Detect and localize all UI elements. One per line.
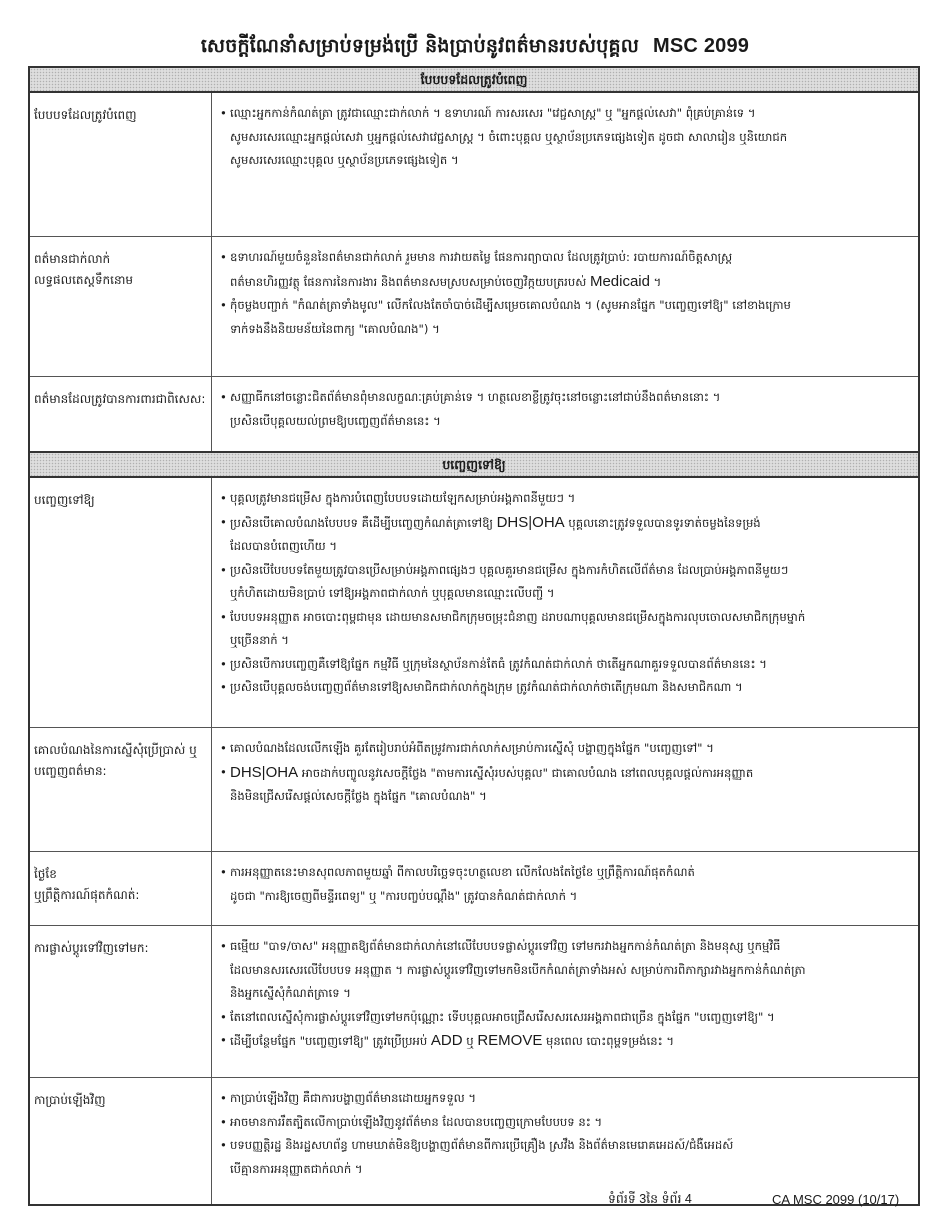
section-header-form: បែបបទដែលត្រូវបំពេញ bbox=[30, 68, 918, 93]
instructions-table bbox=[28, 66, 920, 1206]
footer-page-number: ទំព័រទី 3នៃ ទំព័រ 4 bbox=[608, 1192, 692, 1206]
bullet-line: • បុគ្គលត្រូវមានជម្រើស ក្នុងការបំពេញបែបបទដោយឡែកសម្រាប់អង្គភាពនីមួយៗ ។ bbox=[230, 491, 576, 505]
bullet-line: • ប្រសិនបើការបញ្ចេញគឺទៅឱ្យផ្នែក កម្មវិធី ឬក្រុមនៃស្ថាប័នកាន់តែធំ ត្រូវកំណត់ជាក់លាក់ ថាតើអ្នកណាគួរទទួលបានព័ត៌មាននេះ ។ bbox=[230, 656, 767, 671]
row-label: ពត៌មានដែលត្រូវបានការពារជាពិសេស: bbox=[30, 377, 212, 451]
bullet-line: • ការអនុញ្ញាតនេះមានសុពលភាពមួយឆ្នាំ ពីកាលបរិច្ឆេទចុះហត្ថលេខា លើកលែងតែថ្ងៃខែ ឬព្រឹត្តិការណ៍ផុតកំណត់ bbox=[230, 865, 695, 879]
table-row bbox=[30, 237, 918, 377]
bullet-item bbox=[220, 676, 908, 700]
row-content bbox=[212, 852, 918, 925]
bullet-line: • កុំចម្លងបញ្ជាក់ "កំណត់ត្រាទាំងមូល" លើកលែងតែចាំបាច់ដើម្បីសម្រេចគោលបំណង ។ (សូមអានផ្នែក "បញ្ចេញទៅឱ្យ" នៅខាងក្រោម bbox=[230, 298, 791, 312]
bullet-item bbox=[220, 761, 908, 809]
section-header-release-to: បញ្ចេញទៅឱ្យ bbox=[30, 451, 918, 478]
table-row bbox=[30, 926, 918, 1078]
bullet-line: • ឈ្មោះអ្នកកាន់កំណត់ត្រា ត្រូវជាឈ្មោះជាក់លាក់ ។ ឧទាហរណ៍ ការសរសេរ "វេជ្ជសាស្ត្រ" ឬ "អ្នកផ្ដល់សេវា" ពុំគ្រប់គ្រាន់ទេ ។ bbox=[230, 106, 756, 120]
form-code-title: MSC 2099 bbox=[653, 35, 750, 57]
bullet-item bbox=[220, 861, 908, 908]
footer-form-code: CA MSC 2099 (10/17) bbox=[772, 1192, 900, 1207]
bullet-line: និងអ្នកស្នើសុំកំណត់ត្រាទេ ។ bbox=[230, 986, 351, 1000]
row-label: ពត៌មានជាក់លាក់ លទ្ធផលតេស្តទឹកនោម bbox=[30, 237, 212, 376]
bullet-line: • បទបញ្ញត្តិរដ្ឋ និងរដ្ឋសហព័ន្ធ ហាមឃាត់មិនឱ្យបង្ហាញព័ត៌មានពីការប្រើគ្រឿង ស្រវឹង និងព័ត៌មានមេរោគអេដស៍/ជំងឺអេដស៍ bbox=[230, 1138, 734, 1152]
table-row bbox=[30, 728, 918, 852]
bullet-line: • កាប្រាប់ឡើងវិញ គឺជាការបង្ហាញព័ត៌មានដោយអ្នកទទួល ។ bbox=[230, 1091, 477, 1105]
bullet-item bbox=[220, 606, 908, 653]
bullet-line: ទាក់ទងនឹងនិយមន័យនៃពាក្យ "គោលបំណង") ។ bbox=[230, 321, 440, 336]
bullet-line: • DHS|OHA អាចដាក់បញ្ចូលនូវសេចក្ដីថ្លែង "តាមការស្នើសុំរបស់បុគ្គល" ជាគោលបំណង នៅពេលបុគ្គលផ្ដល់ការអនុញ្ញាត bbox=[230, 763, 754, 781]
bullet-line: សូមសរសេរឈ្មោះអ្នកផ្ដល់សេវា ឬអ្នកផ្ដល់សេវាវេជ្ជសាស្ត្រ ។ ចំពោះបុគ្គល ឬស្ថាប័នប្រភេទផ្សេងទៀត ដូចជា សាលារៀន ឬនិយោជក bbox=[230, 129, 788, 144]
bullet-line: បើគ្មានការអនុញ្ញាតជាក់លាក់ ។ bbox=[230, 1161, 363, 1176]
row-label: កាប្រាប់ឡើងវិញ bbox=[30, 1078, 212, 1204]
bullet-line: សូមសរសេរឈ្មោះបុគ្គល ឬស្ថាប័នប្រភេទផ្សេងទៀត ។ bbox=[230, 153, 459, 167]
row-content bbox=[212, 377, 918, 451]
bullet-item bbox=[220, 1029, 908, 1054]
bullet-line: • គោលបំណងដែលលើកឡើង គួរតែរៀបរាប់អំពីតម្រូវការជាក់លាក់សម្រាប់ការស្នើសុំ បង្ហាញក្នុងផ្នែក "បញ្ចេញទៅ" ។ bbox=[230, 741, 714, 755]
bullet-line: • ឧទាហរណ៍មួយចំនួននៃពត៌មានជាក់លាក់ រួមមាន ការវាយតម្លៃ ផែនការព្យាបាល ដែលត្រូវប្រាប់: របាយការណ៍ចិត្តសាស្ត្រ bbox=[230, 250, 733, 264]
bullet-line: ដែលមានសរសេរលើបែបបទ អនុញ្ញាត ។ ការផ្លាស់ប្ដូរទៅវិញទៅមកមិនបើកកំណត់ត្រាទាំងអស់ សម្រាប់ការពិភាក្សារវាងអ្នកកាន់កំណត់ត្រា bbox=[230, 962, 806, 977]
bullet-item bbox=[220, 246, 908, 294]
bullet-line: ឬកំហិតដោយមិនប្រាប់ ទៅឱ្យអង្គភាពជាក់លាក់ ឬបុគ្គលមានឈ្មោះលើបញ្ជី ។ bbox=[230, 586, 555, 600]
bullet-line: • អាចមានការរឹតត្បិតលើកាប្រាប់ឡើងវិញនូវព័ត៌មាន ដែលបានបញ្ចេញក្រោមបែបបទ នះ ។ bbox=[230, 1114, 603, 1129]
row-content bbox=[212, 926, 918, 1077]
bullet-item bbox=[220, 1134, 908, 1181]
bullet-line: • តែនៅពេលស្នើសុំការផ្លាស់ប្ដូរទៅវិញទៅមកប៉ុណ្ណោះ ទើបបុគ្គលអាចជ្រើសរើសសរសេរអង្គភាពជាច្រើន ក្នុងផ្នែក "បញ្ចេញទៅឱ្យ" ។ bbox=[230, 1009, 775, 1024]
row-content bbox=[212, 478, 918, 727]
bullet-item bbox=[220, 102, 908, 173]
bullet-item bbox=[220, 1006, 908, 1030]
bullet-item bbox=[220, 294, 908, 341]
section-form-rows bbox=[30, 93, 918, 451]
table-row bbox=[30, 377, 918, 451]
bullet-line: • ធម្មើយ "បាទ/ចាស" អនុញ្ញាតឱ្យព័ត៌មានជាក់លាក់នៅលើបែបបទផ្លាស់ប្ដូរទៅវិញ ទៅមករវាងអ្នកកាន់កំណត់ត្រា និងមនុស្ស ឬកម្មវិធី bbox=[230, 939, 781, 953]
bullet-line: ដែលបានបំពេញហើយ ។ bbox=[230, 539, 337, 553]
bullet-line: • ប្រសិនបើបុគ្គលចង់បញ្ចេញព័ត៌មានទៅឱ្យសមាជិកជាក់លាក់ក្នុងក្រុម ត្រូវកំណត់ជាក់លាក់ថាតើក្រុមណា និងសមាជិកណា ។ bbox=[230, 680, 743, 694]
bullet-item bbox=[220, 487, 908, 511]
table-row bbox=[30, 93, 918, 237]
bullet-item bbox=[220, 1111, 908, 1135]
bullet-line: ដូចជា "ការឱ្យចេញពីមន្ទីរពេទ្យ" ឬ "ការបញ្ចប់បណ្ដឹង" ត្រូវបានកំណត់ជាក់លាក់ ។ bbox=[230, 888, 578, 903]
row-content bbox=[212, 728, 918, 851]
bullet-item bbox=[220, 559, 908, 606]
row-label: ការផ្លាស់ប្ដូរទៅវិញទៅមក: bbox=[30, 926, 212, 1077]
bullet-line: • ប្រសិនបើគោលបំណងបែបបទ គឺដើម្បីបញ្ចេញកំណត់ត្រាទៅឱ្យ DHS|OHA បុគ្គលនោះត្រូវទទួលបានទូរទាត់ចម្លងនៃទម្រង់ bbox=[230, 513, 761, 531]
bullet-item bbox=[220, 1087, 908, 1111]
bullet-line: • សញ្ញាធីកនៅចន្លោះជិតព័ត៌មានពុំមានលក្ខណៈគ្រប់គ្រាន់ទេ ។ ហត្ថលេខាខ្លីត្រូវចុះនៅចន្លោះនៅជាប់នឹងពត៌មាននោះ ។ bbox=[230, 390, 721, 404]
bullet-item bbox=[220, 386, 908, 433]
row-label: គោលបំណងនៃការស្នើសុំប្រើប្រាស់ ឬបញ្ចេញពត៌មាន: bbox=[30, 728, 212, 851]
row-label: បែបបទដែលត្រូវបំពេញ bbox=[30, 93, 212, 236]
table-row bbox=[30, 478, 918, 728]
bullet-line: • បែបបទអនុញ្ញាត អាចបោះពុម្ពជាមុន ដោយមានសមាជិកក្រុមចម្រុះជំនាញ ដរាបណាបុគ្គលមានជម្រើសក្នុងការលុបចោលសមាជិកក្រុមម្នាក់ bbox=[230, 609, 806, 624]
bullet-line: • ប្រសិនបើបែបបទតែមួយត្រូវបានប្រើសម្រាប់អង្គភាពផ្សេងៗ បុគ្គលគួរមានជម្រើស ក្នុងការកំហិតលើព័ត៌មាន ដែលប្រាប់អង្គភាពនីមួយៗ bbox=[230, 562, 789, 577]
bullet-line: ពត៌មានហិរញ្ញវត្ថុ ផែនការនៃការងារ និងពត៌មានសមស្របសម្រាប់ចេញវិក្កយបត្ររបស់ Medicaid ។ bbox=[230, 272, 662, 290]
bullet-item bbox=[220, 935, 908, 1006]
table-row bbox=[30, 1078, 918, 1204]
bullet-line: ប្រសិនបើបុគ្គលយល់ព្រមឱ្យបញ្ចេញព័ត៌មាននេះ ។ bbox=[230, 413, 441, 428]
table-row bbox=[30, 852, 918, 926]
bullet-item bbox=[220, 653, 908, 677]
page-title-text: សេចក្ដីណែនាំសម្រាប់ទម្រង់ប្រើ និងប្រាប់នូវពត៌មានរបស់បុគ្គល bbox=[200, 35, 640, 57]
page-title bbox=[0, 34, 950, 62]
row-label: បញ្ចេញទៅឱ្យ bbox=[30, 478, 212, 727]
bullet-line: • ដើម្បីបន្ថែមផ្នែក "បញ្ចេញទៅឱ្យ" ត្រូវប្រើប្រអប់ ADD ឬ REMOVE មុនពេល បោះពុម្ពទម្រង់នេះ ។ bbox=[230, 1032, 675, 1049]
bullet-item bbox=[220, 737, 908, 761]
bullet-item bbox=[220, 511, 908, 559]
row-label: ថ្ងៃខែ ឬព្រឹត្តិការណ៍ផុតកំណត់: bbox=[30, 852, 212, 925]
row-content bbox=[212, 93, 918, 236]
row-content bbox=[212, 1078, 918, 1204]
row-content bbox=[212, 237, 918, 376]
section-release-rows bbox=[30, 478, 918, 1204]
bullet-line: ឬច្រើននាក់ ។ bbox=[230, 633, 289, 647]
bullet-line: និងមិនជ្រើសរើសផ្ដល់សេចក្ដីថ្លែង ក្នុងផ្នែក "គោលបំណង" ។ bbox=[230, 789, 487, 803]
